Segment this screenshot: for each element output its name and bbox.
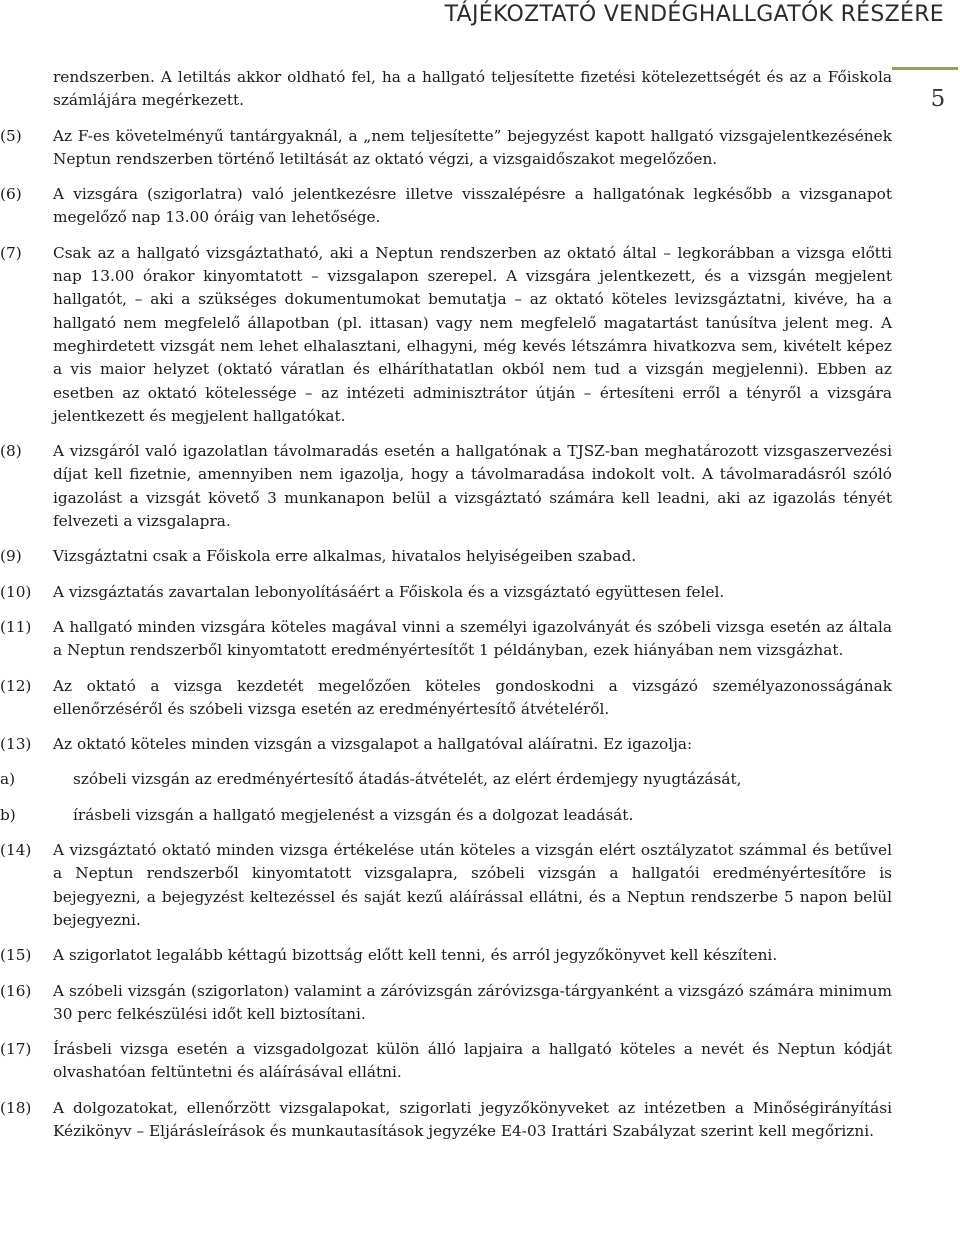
paragraph	[0, 768, 892, 791]
paragraph-number: (9)	[0, 547, 22, 566]
paragraph-text: Az F-es követelményű tantárgyaknál, a „nem teljesítette” bejegyzést kapott hallgató vizsgajelentkezésének Neptun rendszerben történő letiltását az oktató végzi, a vizsgaidőszakot megelőzően.	[53, 126, 892, 168]
paragraph-number: (12)	[0, 676, 32, 695]
paragraph	[0, 440, 892, 533]
paragraph-text: A vizsgáztató oktató minden vizsga értékelése után köteles a vizsgán elért osztályzatot számmal és betűvel a Neptun rendszerből kinyomtatott vizsgalapra, szóbeli vizsgán a hallgatói eredményértesítőre is bejegyezni, a bejegyzést keltezéssel és saját kezű aláírással ellátni, és a Neptun rendszerbe 5 napon belül bejegyezni.	[53, 841, 892, 929]
paragraph-number: (7)	[0, 243, 22, 262]
paragraph	[0, 183, 892, 230]
paragraph	[0, 980, 892, 1027]
paragraph-number: (11)	[0, 617, 32, 636]
paragraph-number: (10)	[0, 582, 32, 601]
paragraph-text: Vizsgáztatni csak a Főiskola erre alkalmas, hivatalos helyiségeiben szabad.	[53, 547, 637, 566]
paragraph-text: A vizsgáztatás zavartalan lebonyolításáért a Főiskola és a vizsgáztató együttesen felel.	[53, 582, 725, 601]
paragraph	[0, 1038, 892, 1085]
paragraph-number: a)	[0, 770, 16, 789]
paragraph-number: (8)	[0, 442, 22, 461]
paragraph-number: (15)	[0, 946, 32, 965]
paragraph	[0, 242, 892, 428]
paragraph-number: (17)	[0, 1040, 32, 1059]
paragraph	[0, 675, 892, 722]
header-title: TÁJÉKOZTATÓ VENDÉGHALLGATÓK RÉSZÉRE	[444, 2, 944, 27]
paragraph-number: (18)	[0, 1098, 32, 1117]
paragraph	[0, 944, 892, 967]
paragraph-text: Írásbeli vizsga esetén a vizsgadolgozat külön álló lapjaira a hallgató köteles a nevét és Neptun kódját olvashatóan feltüntetni és aláírásával ellátni.	[53, 1040, 892, 1082]
paragraph	[0, 125, 892, 172]
paragraph-text: A hallgató minden vizsgára köteles magával vinni a személyi igazolványát és szóbeli vizsga esetén az általa a Neptun rendszerből kinyomtatott eredményértesítőt 1 példányban, ezek hiányában nem vizsgázhat.	[53, 617, 892, 660]
paragraph	[0, 733, 892, 756]
paragraph-text: Az oktató a vizsga kezdetét megelőzően köteles gondoskodni a vizsgázó személyazonosságának ellenőrzéséről és szóbeli vizsga esetén az eredményértesítő átvételéről.	[53, 676, 892, 718]
paragraph-text: A vizsgáról való igazolatlan távolmaradás esetén a hallgatónak a TJSZ-ban meghatározott vizsgaszervezési díjat kell fizetnie, amennyiben nem igazolja, hogy a távolmaradása indokolt volt. A távolmaradásról szóló igazolást a vizsgát követő 3 munkanapon belül a vizsgáztató számára kell leadni, aki az igazolás tényét felvezeti a vizsgalapra.	[53, 442, 892, 531]
paragraph-text: A szóbeli vizsgán (szigorlaton) valamint a záróvizsgán záróvizsga-tárgyanként a vizsgázó számára minimum 30 perc felkészülési időt kell biztosítani.	[53, 981, 892, 1023]
paragraph-number: (16)	[0, 981, 32, 1000]
header-rule	[892, 67, 958, 70]
continuation-text: rendszerben. A letiltás akkor oldható fel, ha a hallgató teljesítette fizetési kötelezettségét és az a Főiskola számlájára megérkezett.	[53, 68, 892, 110]
paragraph-number: (6)	[0, 185, 22, 204]
paragraph	[0, 581, 892, 604]
document-body	[0, 66, 892, 1155]
paragraph-text: A szigorlatot legalább kéttagú bizottság előtt kell tenni, és arról jegyzőkönyvet kell készíteni.	[53, 946, 778, 965]
paragraph	[0, 616, 892, 663]
paragraph	[0, 804, 892, 827]
paragraph-text: A vizsgára (szigorlatra) való jelentkezésre illetve visszalépésre a hallgatónak legkésőbb a vizsganapot megelőző nap 13.00 óráig van lehetősége.	[53, 185, 892, 227]
paragraph-text: írásbeli vizsgán a hallgató megjelenést a vizsgán és a dolgozat leadását.	[73, 805, 634, 824]
paragraph-text: A dolgozatokat, ellenőrzött vizsgalapokat, szigorlati jegyzőkönyveket az intézetben a Minőségirányítási Kézikönyv – Eljárásleírások és munkautasítások jegyzéke E4-03 Irattári Szabályzat szerint kell megőrizni.	[53, 1098, 892, 1140]
paragraph-number: (13)	[0, 735, 32, 754]
paragraph-text: szóbeli vizsgán az eredményértesítő átadás-átvételét, az elért érdemjegy nyugtázását,	[73, 770, 742, 789]
paragraph-number: b)	[0, 805, 16, 824]
paragraph-text: Az oktató köteles minden vizsgán a vizsgalapot a hallgatóval aláíratni. Ez igazolja:	[53, 735, 693, 754]
paragraph	[0, 1097, 892, 1144]
paragraph-text: Csak az a hallgató vizsgáztatható, aki a Neptun rendszerben az oktató által – legkorábban a vizsga előtti nap 13.00 órakor kinyomtatott – vizsgalapon szerepel. A vizsgára jelentkezett, és a vizsgán megjelent hallgatót, – aki a szükséges dokumentumokat bemutatja – az oktató köteles levizsgáztatni, kivéve, ha a hallgató nem megfelelő állapotban (pl. ittasan) vagy nem megfelelő magatartást tanúsítva jelent meg. A meghirdetett vizsgát nem lehet elhalasztani, elhagyni, még kevés létszámra hivatkozva sem, kivételt képez a vis maior helyzet (oktató váratlan és elháríthatatlan okból nem tud a vizsgán megjelenni). Ebben az esetben az oktató kötelessége – az intézeti adminisztrátor útján – értesíteni erről a tényről a vizsgára jelentkezett és megjelent hallgatókat.	[53, 243, 892, 425]
paragraph	[0, 545, 892, 568]
paragraph-number: (5)	[0, 126, 22, 145]
paragraph	[0, 839, 892, 932]
paragraph-list	[0, 125, 892, 1144]
page-number: 5	[930, 86, 946, 112]
paragraph-number: (14)	[0, 841, 32, 860]
